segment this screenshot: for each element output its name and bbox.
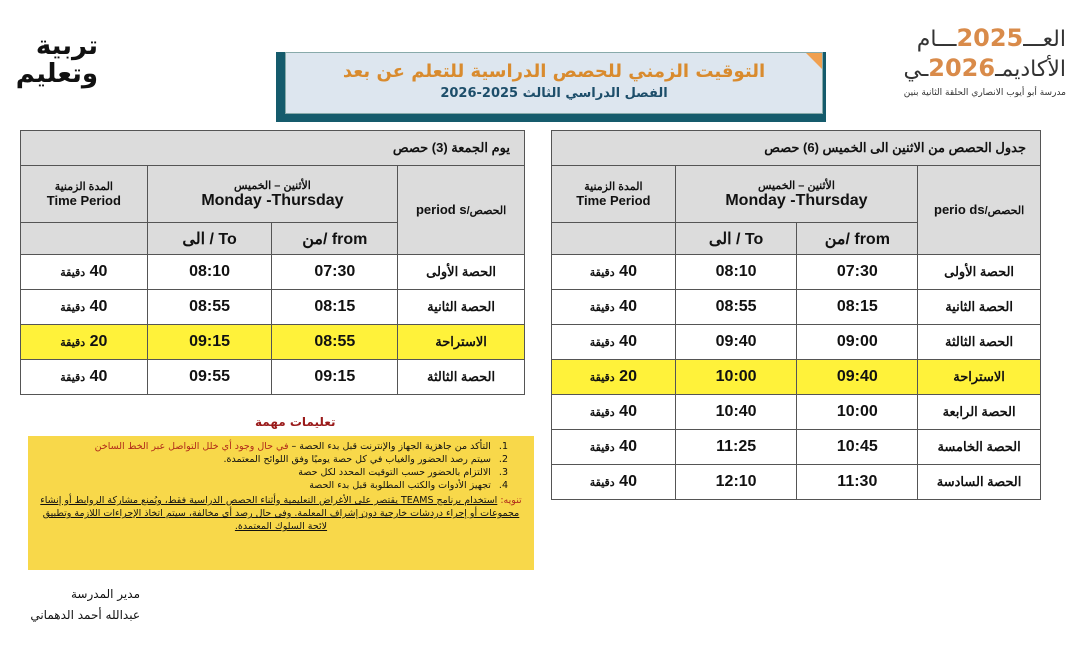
period-cell: الحصة الرابعة — [918, 395, 1041, 430]
to-cell: 09:15 — [147, 325, 272, 360]
table-row — [21, 325, 525, 360]
from-cell: 07:30 — [797, 255, 918, 290]
to-header: To / الى — [147, 223, 272, 255]
duration-cell: 40 دقيقة — [552, 325, 676, 360]
from-cell: 11:30 — [797, 465, 918, 500]
period-cell: الاستراحة — [398, 325, 525, 360]
from-header: from /من — [797, 223, 918, 255]
duration-cell: 40 دقيقة — [21, 290, 148, 325]
corner-fold — [806, 53, 822, 69]
table-row — [552, 325, 1041, 360]
duration-cell: 20 دقيقة — [21, 325, 148, 360]
days-header: الأثنين – الخميس Monday -Thursday — [147, 166, 397, 223]
duration-header: المدة الزمنية Time Period — [552, 166, 676, 223]
to-header: To / الى — [675, 223, 797, 255]
principal-name: عبدالله أحمد الدهماني — [30, 608, 140, 622]
table-row — [552, 255, 1041, 290]
instruction-item: 2.سيتم رصد الحضور والغياب في كل حصة يوميًا وفق اللوائح المعتمدة. — [223, 454, 508, 465]
school-name: مدرسة أبو أيوب الانصاري الحلقة الثانية بنين — [903, 88, 1066, 98]
to-cell: 09:40 — [675, 325, 797, 360]
friday-schedule-table — [20, 130, 525, 395]
table-row — [21, 255, 525, 290]
table-row — [21, 360, 525, 395]
to-cell: 10:40 — [675, 395, 797, 430]
period-cell: الحصة الأولى — [398, 255, 525, 290]
from-cell: 08:15 — [797, 290, 918, 325]
logo-line-2: الأكاديمـ2026ـي — [903, 54, 1066, 82]
duration-cell: 40 دقيقة — [552, 395, 676, 430]
days-header: الأثنين – الخميس Monday -Thursday — [675, 166, 917, 223]
instruction-item: 4.تجهيز الأدوات والكتب المطلوبة قبل بدء الحصة — [309, 480, 508, 491]
from-cell: 08:15 — [272, 290, 398, 325]
duration-cell: 40 دقيقة — [552, 255, 676, 290]
principal-title: مدير المدرسة — [70, 587, 140, 601]
table-row — [21, 290, 525, 325]
table-row — [552, 360, 1041, 395]
from-cell: 08:55 — [272, 325, 398, 360]
to-cell: 08:10 — [147, 255, 272, 290]
period-cell: الحصة الثانية — [398, 290, 525, 325]
warning-note: تنويه: استخدام برنامج TEAMS يقتصر على الأغراض التعليمية وأثناء الحصص الدراسية فقط، ويُمنع مشاركة الروابط أو إنشاء مجموعات أو إجراء دردشات خارجية دون إشراف المعلمة. وفي حال رصد أي مخالفة، سيتم اتخاذ الإجراءات اللازمة وتطبيق لائحة السلوك المعتمدة. — [40, 495, 522, 532]
duration-cell: 40 دقيقة — [21, 255, 148, 290]
academic-year-logo — [876, 24, 1066, 98]
duration-header: المدة الزمنية Time Period — [21, 166, 148, 223]
table-row — [552, 465, 1041, 500]
from-header: from /من — [272, 223, 398, 255]
table-title: جدول الحصص من الاثنين الى الخميس (6) حصص — [552, 131, 1041, 166]
blank-header — [21, 223, 148, 255]
from-cell: 09:15 — [272, 360, 398, 395]
table-row — [552, 395, 1041, 430]
period-cell: الحصة السادسة — [918, 465, 1041, 500]
table-row — [552, 430, 1041, 465]
period-header: الحصص/period s — [398, 166, 525, 255]
duration-cell: 40 دقيقة — [552, 290, 676, 325]
from-cell: 09:00 — [797, 325, 918, 360]
signature — [20, 584, 140, 626]
to-cell: 09:55 — [147, 360, 272, 395]
period-cell: الحصة الثانية — [918, 290, 1041, 325]
table-row — [552, 290, 1041, 325]
page-subtitle: الفصل الدراسي الثالث 2025-2026 — [440, 86, 668, 101]
from-cell: 07:30 — [272, 255, 398, 290]
to-cell: 08:10 — [675, 255, 797, 290]
to-cell: 08:55 — [675, 290, 797, 325]
period-cell: الاستراحة — [918, 360, 1041, 395]
period-header: الحصص/perio ds — [918, 166, 1041, 255]
logo-line: تربية — [35, 31, 98, 61]
title-banner — [276, 52, 826, 122]
page-title: التوقيت الزمني للحصص الدراسية للتعلم عن بعد — [342, 61, 766, 82]
to-cell: 12:10 — [675, 465, 797, 500]
from-cell: 10:00 — [797, 395, 918, 430]
duration-cell: 40 دقيقة — [552, 430, 676, 465]
logo-line-1: العـــ2025ـــام — [916, 24, 1066, 52]
instructions-box — [28, 436, 534, 570]
to-cell: 11:25 — [675, 430, 797, 465]
to-cell: 08:55 — [147, 290, 272, 325]
period-cell: الحصة الثالثة — [918, 325, 1041, 360]
from-cell: 10:45 — [797, 430, 918, 465]
from-cell: 09:40 — [797, 360, 918, 395]
duration-cell: 20 دقيقة — [552, 360, 676, 395]
period-cell: الحصة الأولى — [918, 255, 1041, 290]
duration-cell: 40 دقيقة — [21, 360, 148, 395]
to-cell: 10:00 — [675, 360, 797, 395]
period-cell: الحصة الخامسة — [918, 430, 1041, 465]
duration-cell: 40 دقيقة — [552, 465, 676, 500]
logo-left — [15, 31, 98, 89]
notes-title: تعليمات مهمة — [255, 415, 336, 429]
mon-thu-schedule-table — [551, 130, 1041, 500]
instruction-item: 1.التأكد من جاهزية الجهاز والإنترنت قبل بدء الحصة – في حال وجود أي خلل التواصل عبر الخط الساخن — [94, 441, 508, 452]
table-title: يوم الجمعة (3) حصص — [21, 131, 525, 166]
blank-header — [552, 223, 676, 255]
instruction-item: 3.الالتزام بالحضور حسب التوقيت المحدد لكل حصة — [298, 467, 508, 478]
logo-line: وتعليم — [15, 59, 98, 89]
period-cell: الحصة الثالثة — [398, 360, 525, 395]
